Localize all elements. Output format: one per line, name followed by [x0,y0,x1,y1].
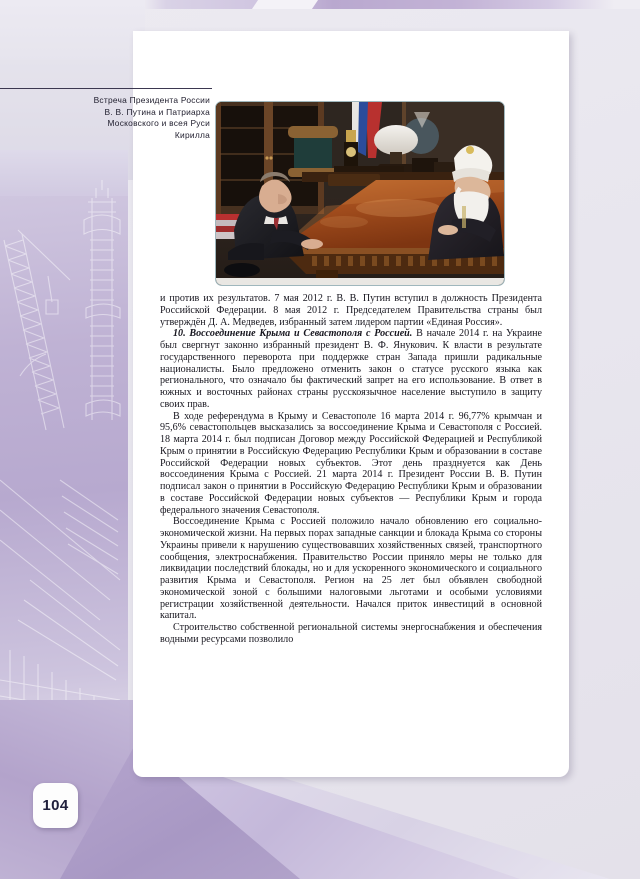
page-number: 104 [42,797,69,814]
photo-caption-text [0,95,212,141]
paragraph-referendum: В ходе референдума в Крыму и Севастополе 16 марта 2014 г. 96,77% крымчан и 95,6% севастопольцев высказались за воссоединение Крыма и Севастополя с Россией. 18 марта 2014 г. был подписан Договор между Российской Федерацией и Республикой Крым о принятии в Российскую Федерацию Республики Крым и образовании в составе Российской Федерации новых субъектов. Этот день празднуется как День воссоединения Крыма с Россией. 21 марта 2014 г. Президент России В. В. Путин подписал закон о принятии в Российскую Федерацию Республики Крым и образовании в составе Российской Федерации новых субъектов — Республики Крым и города федерального значения Севастополя. [160,410,542,516]
section-heading-10: 10. Воссоединение Крыма и Севастополя с Россией. [173,328,413,340]
caption-line-2: В. В. Путина и Патриарха [104,106,210,117]
photograph-image [216,102,504,285]
textbook-page-sheet [133,31,569,777]
paragraph-energy: Строительство собственной региональной системы энергоснабжения и обеспечения водными ресурсами позволило [160,622,542,645]
section-10-text: В начале 2014 г. на Украине был свергнут законно избранный президент В. Ф. Янукович. К власти в результате государственного переворота при поддержке стран Запада пришли радикальные националисты. Было предложено отменить закон о статусе русского языка как регионального, что означало бы фактический запрет на его использование. В ответ в южных и восточных районах страны русскоязычное население выступило в защиту своих прав. [160,328,542,410]
caption-line-1: Встреча Президента России [93,95,210,105]
page-body-text [160,293,542,646]
caption-line-4: Кирилла [174,129,210,140]
paragraph-section-10 [160,328,542,410]
caption-line-3: Московского и всея Руси [107,118,210,129]
left-margin-band [0,196,128,736]
background-facet-upper-left [0,0,145,64]
caption-divider-rule [0,88,212,89]
paragraph-continuation: и против их результатов. 7 мая 2012 г. В. В. Путин вступил в должность Президента Российской Федерации. 8 мая 2012 г. Председателем Правительства страны был утверждён Д. А. Медведев, избранный затем лидером партии «Единая Россия». [160,293,542,328]
photo-caption-block [0,88,212,141]
page-number-badge [33,783,78,828]
meeting-photograph [215,101,505,286]
paragraph-economy: Воссоединение Крыма с Россией положило начало обновлению его социально-экономической жизни. На первых порах западные санкции и блокада Крыма со стороны Украины привели к нарушению существовавших хозяйственных связей, транспортного сообщения, электроснабжения. Правительство России приняло меры не только для ликвидации последствий блокады, но и для ускоренного экономического и социального развития Крыма и Севастополя. Регион на 25 лет был объявлен свободной экономической зоной с большими налоговыми льготами и особыми условиями регистрации хозяйственной деятельности. Начался приток инвестиций в основной капитал. [160,516,542,622]
